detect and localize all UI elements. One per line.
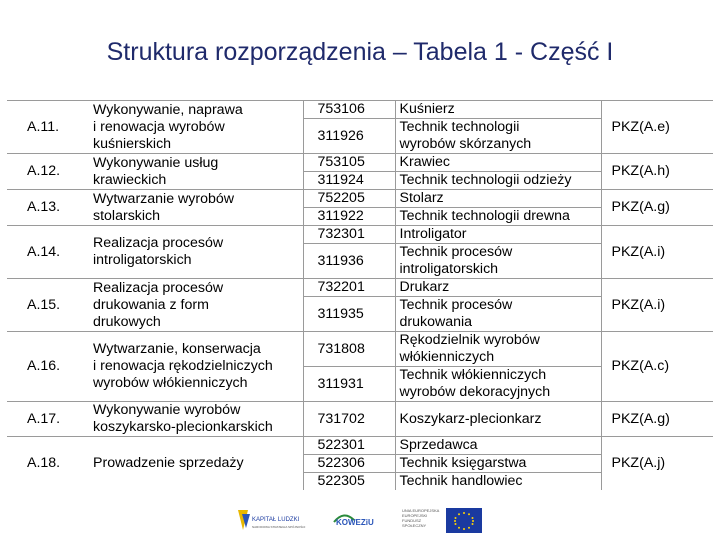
profession-code: 311922: [303, 208, 395, 226]
svg-text:KAPITAŁ LUDZKI: KAPITAŁ LUDZKI: [252, 517, 300, 523]
profession-name-line: Stolarz: [399, 190, 444, 206]
table-row: [7, 154, 713, 172]
profession-name-line: wyrobów dekoracyjnych: [399, 384, 551, 400]
pkz-area: PKZ(A.g): [601, 402, 713, 437]
process-line: drukowych: [93, 313, 161, 330]
profession-code: 753106: [303, 101, 395, 119]
profession-name: [395, 244, 601, 279]
profession-name: [395, 101, 601, 119]
profession-code: 753105: [303, 154, 395, 172]
profession-name-line: Krawiec: [399, 154, 450, 170]
table-row: [7, 402, 713, 437]
profession-code: 311935: [303, 297, 395, 332]
kowezu-logo: [330, 508, 378, 534]
profession-name: [395, 402, 601, 437]
profession-code: 522306: [303, 455, 395, 473]
table-row: [7, 190, 713, 208]
profession-name: [395, 226, 601, 244]
footer-logos: [0, 508, 720, 540]
qualification-id: A.15.: [7, 279, 85, 332]
eu-flag-icon: [446, 508, 482, 533]
profession-name: [395, 119, 601, 154]
profession-name-line: Koszykarz-plecionkarz: [399, 410, 542, 427]
svg-text:NARODOWA STRATEGIA SPÓJNOŚCI: NARODOWA STRATEGIA SPÓJNOŚCI: [252, 525, 306, 529]
process-line: krawieckich: [93, 171, 167, 188]
qualification-id: A.16.: [7, 332, 85, 402]
pkz-area: PKZ(A.j): [601, 437, 713, 491]
process-line: Realizacja procesów: [93, 235, 224, 251]
profession-code: 731702: [303, 402, 395, 437]
qualification-process: [85, 226, 303, 279]
profession-code: 311931: [303, 367, 395, 402]
profession-code: 311936: [303, 244, 395, 279]
profession-name-line: Technik technologii drewna: [399, 208, 570, 224]
profession-code: 752205: [303, 190, 395, 208]
profession-name: [395, 367, 601, 402]
process-line: Wykonywanie wyrobów: [93, 402, 241, 418]
process-line: drukowania z form: [93, 296, 209, 313]
profession-name: [395, 154, 601, 172]
pkz-area: PKZ(A.i): [601, 226, 713, 279]
qualification-process: [85, 437, 303, 491]
profession-name-line: wyrobów skórzanych: [399, 136, 532, 152]
qualification-process: [85, 402, 303, 437]
profession-code: 522301: [303, 437, 395, 455]
profession-name: [395, 279, 601, 297]
qualification-process: [85, 190, 303, 226]
qualification-id: A.12.: [7, 154, 85, 190]
profession-name: [395, 473, 601, 491]
svg-text:KOWEZiU: KOWEZiU: [336, 518, 374, 527]
qualification-id: A.13.: [7, 190, 85, 226]
qualification-id: A.18.: [7, 437, 85, 491]
process-line: i renowacja wyrobów: [93, 118, 225, 135]
profession-name-line: drukowania: [399, 314, 473, 330]
qualification-process: [85, 332, 303, 402]
profession-code: 311924: [303, 172, 395, 190]
pkz-area: PKZ(A.c): [601, 332, 713, 402]
profession-code: 311926: [303, 119, 395, 154]
qualification-id: A.14.: [7, 226, 85, 279]
qualification-id: A.17.: [7, 402, 85, 437]
profession-name-line: Technik handlowiec: [399, 473, 523, 489]
profession-name-line: Technik procesów: [399, 297, 513, 313]
ue-text: UNIA EUROPEJSKA EUROPEJSKI FUNDUSZ SPOŁECZNY: [402, 508, 440, 528]
process-line: i renowacja rękodzielniczych: [93, 358, 273, 374]
qualification-id: A.11.: [7, 101, 85, 154]
process-line: koszykarsko-plecionkarskich: [93, 419, 273, 435]
profession-name-line: Drukarz: [399, 279, 450, 295]
process-line: stolarskich: [93, 207, 161, 224]
profession-name-line: introligatorskich: [399, 261, 499, 277]
process-line: Prowadzenie sprzedaży: [93, 455, 244, 471]
profession-name: [395, 455, 601, 473]
profession-code: 731808: [303, 332, 395, 367]
qualification-process: [85, 279, 303, 332]
profession-name-line: Rękodzielnik wyrobów: [399, 332, 540, 348]
profession-name-line: Kuśnierz: [399, 101, 455, 117]
profession-name: [395, 172, 601, 190]
process-line: kuśnierskich: [93, 135, 172, 152]
profession-name-line: Technik technologii odzieży: [399, 172, 572, 188]
qualification-table-area: [0, 100, 720, 500]
profession-name-line: włókienniczych: [399, 349, 495, 365]
process-line: Wytwarzanie, konserwacja: [93, 341, 261, 357]
profession-name-line: Technik procesów: [399, 244, 513, 260]
profession-name-line: Technik księgarstwa: [399, 455, 527, 471]
process-line: introligatorskich: [93, 252, 192, 268]
qualification-process: [85, 154, 303, 190]
table-row: [7, 226, 713, 244]
pkz-area: PKZ(A.h): [601, 154, 713, 190]
qualification-table: [7, 100, 713, 490]
table-row: [7, 332, 713, 367]
table-row: [7, 437, 713, 455]
profession-code: 732201: [303, 279, 395, 297]
profession-name: [395, 437, 601, 455]
process-line: Wytwarzanie wyrobów: [93, 190, 235, 207]
pkz-area: PKZ(A.e): [601, 101, 713, 154]
table-row: [7, 279, 713, 297]
profession-code: 522305: [303, 473, 395, 491]
profession-name: [395, 208, 601, 226]
process-line: Wykonywanie usług: [93, 154, 219, 171]
profession-name: [395, 332, 601, 367]
profession-name-line: Sprzedawca: [399, 437, 478, 453]
process-line: wyrobów włókienniczych: [93, 375, 248, 391]
qualification-process: [85, 101, 303, 154]
profession-name: [395, 190, 601, 208]
process-line: Wykonywanie, naprawa: [93, 101, 243, 118]
profession-name-line: Technik włókienniczych: [399, 367, 547, 383]
profession-name-line: Introligator: [399, 226, 467, 242]
page-title: Struktura rozporządzenia – Tabela 1 - Część I: [106, 38, 614, 66]
process-line: Realizacja procesów: [93, 279, 224, 296]
profession-name-line: Technik technologii: [399, 119, 520, 135]
table-row: [7, 101, 713, 119]
pkz-area: PKZ(A.g): [601, 190, 713, 226]
pkz-area: PKZ(A.i): [601, 279, 713, 332]
kapital-ludzki-logo: [236, 508, 306, 534]
profession-code: 732301: [303, 226, 395, 244]
profession-name: [395, 297, 601, 332]
